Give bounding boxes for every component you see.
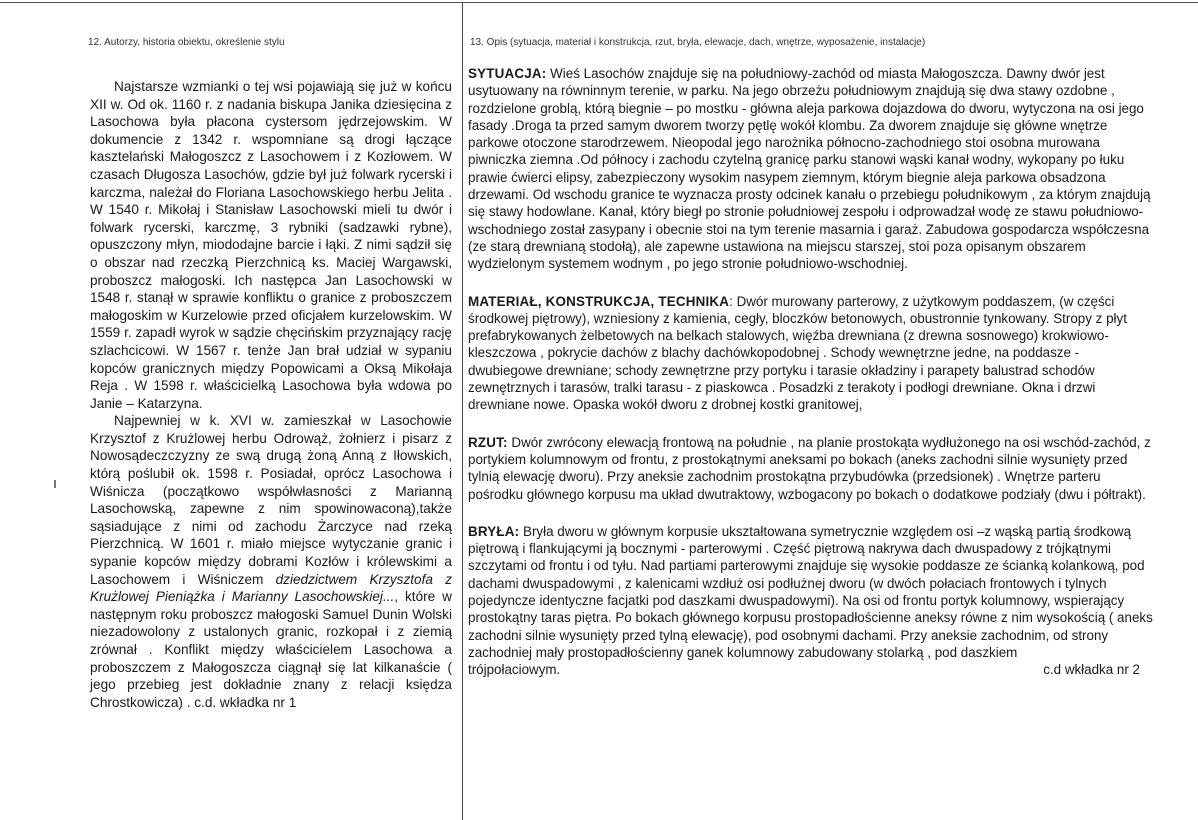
history-paragraph-2	[90, 412, 452, 711]
massing-footer	[468, 661, 1154, 678]
section-situation	[468, 65, 1154, 273]
history-italic-quote: dziedzictwem Krzysztofa z Krużlowej Pieniążka i Marianny Lasochowskiej...	[90, 571, 452, 605]
section-massing	[468, 523, 1154, 661]
description-continuation-ref: c.d wkładka nr 2	[1043, 662, 1140, 678]
material-heading: MATERIAŁ, KONSTRUKCJA, TECHNIKA	[468, 293, 730, 309]
right-column-header: 13. Opis (sytuacja, materiał i konstrukcja, rzut, bryła, elewacje, dach, wnętrze, wyposażenie, instalacje)	[470, 37, 926, 48]
history-column	[90, 78, 452, 711]
column-divider	[462, 2, 463, 820]
history-paragraph-1: Najstarsze wzmianki o tej wsi pojawiają się już w końcu XII w. Od ok. 1160 r. z nadania biskupa Janika dziesięcina z Lasochowa była płacona cystersom jędrzejowskim. W dokumencie z 1342 r. wspomniane są drogi łączące kasztelański Małogoszcz z Lasochowem i z Kozłowem. W czasach Długosza Lasochów, gdzie był już folwark rycerski i karczma, należał do Floriana Lasochowskiego herbu Jelita . W 1540 r. Mikołaj i Stanisław Lasochowski mieli tu dwór i folwark rycerski, karczmę, 3 rybniki (sadzawki rybne), opuszczony młyn, miododajne barcie i łąki. Z nimi sądził się o obszar nad rzeczką Pierzchnicą ks. Maciej Wargawski, proboszcz małogoski. Ich następca Jan Lasochowski w 1548 r. stanął w sprawie konfliktu o granice z proboszczem małogoskim w Kurzelowie przed oficjałem kurzelowskim. W 1559 r. zapadł wyrok w sądzie chęcińskim przyznający rację szlachcicowi. W 1567 r. tenże Jan brał udział w sypaniu kopców granicznych między Popowicami a Oksą Mikołaja Reja . W 1598 r. właścicielką Lasochowa była wdowa po Janie – Katarzyna.	[90, 79, 452, 411]
massing-text: Bryła dworu w głównym korpusie ukształtowana symetrycznie względem osi –z wąską partią środkową piętrową i flankującymi ją bocznymi - parterowymi . Część piętrową nakrywa dach dwuspadowy z trójkątnymi szczytami od frontu i od tyłu. Nad partiami parterowymi znajduje się wysokie poddasze ze ścianką kolankową, pod dachami dwuspadowymi , z kalenicami wzdłuż osi podłużnej dworu (w dwóch połaciach frontowych i tylnych pojedyncze identyczne facjatki pod daszkami dwuspadowymi). Na osi od frontu portyk kolumnowy, wspierający prostokątny taras piętra. Po bokach głównego korpusu prostopadłościenne aneksy równe z nim wysokością ( aneks zachodni silnie wysunięty przed tylną elewację), pod osobnymi dachami. Przy aneksie zachodnim, od strony zachodniej mały prostopadłościenny ganek kolumnowy zabudowany stolarką , pod daszkiem	[468, 523, 1153, 660]
section-plan	[468, 434, 1154, 503]
section-material	[468, 293, 1154, 414]
massing-last-line: trójpołaciowym.	[468, 662, 561, 678]
plan-heading: RZUT:	[468, 434, 508, 450]
situation-heading: SYTUACJA:	[468, 66, 547, 81]
history-paragraph-2-b: , które w następnym roku proboszcz małogoski Samuel Dunin Wolski niezadowolony z ustalonych granic, rozkopał i z ziemią zrównał . Konflikt między właścicielem Lasochowa a proboszczem z Małogoszcza ciągnął się lat kilkanaście ( jego przebieg jest dokładnie znany z relacji księdza Chrostkowicza) .	[90, 589, 452, 710]
plan-text: Dwór zwrócony elewacją frontową na południe , na planie prostokąta wydłużonego na osi wschód-zachód, z portykiem kolumnowym od frontu, z prostokątnymi aneksami po bokach (aneks zachodni silnie wysunięty przed tylnią elewację dworu). Przy aneksie zachodnim prostokątna przybudówka (przedsionek) . Wnętrze parteru pośrodku głównego korpusu ma układ dwutraktowy, wzbogacony po bokach o dodatkowe podziały (dwu i półtrakt).	[468, 434, 1151, 502]
left-column-header: 12. Autorzy, historia obiektu, określenie stylu	[88, 37, 285, 48]
description-column	[468, 65, 1154, 679]
top-border	[0, 2, 1198, 3]
scan-mark	[54, 480, 56, 488]
history-continuation-ref: c.d. wkładka nr 1	[194, 694, 297, 710]
history-paragraph-2-a: Najpewniej w k. XVI w. zamieszkał w Lasochowie Krzysztof z Krużlowej herbu Odrowąż, żołnierz i pisarz z Nowosądeczczyzny ze swą drugą żoną Anną z Iłowskich, którą poślubił ok. 1598 r. Posiadał, oprócz Lasochowa i Wiśnicza (początkowo współwłasności z Marianną Lasochowską, zapewne z nim spowinowaconą),także sąsiadujące z nimi od zachodu Żarczyce nad rzeką Pierzchnicą. W 1601 r. miało miejsce wytyczanie granic i sypanie kopców między dobrami Kozłów i królewskimi a Lasochowem i Wiśniczem	[90, 413, 452, 587]
situation-text: Wieś Lasochów znajduje się na południowy-zachód od miasta Małogoszcza. Dawny dwór jest usytuowany na równinnym terenie, w parku. Na jego obrzeżu południowym znajdują się dwa stawy ozdobne , rozdzielone groblą, którą biegnie – po mostku - główna aleja parkowa dojazdowa do dworu, wytyczona na osi jego fasady .Droga ta przed samym dworem tworzy pętlę wokół klombu. Za dworem znajduje się główne wnętrze parkowe otoczone starodrzewem. Nieopodal jego narożnika północno-zachodniego stoi osobna murowana piwniczka ziemna .Od północy i zachodu czytelną granicę parku stanowi wąski kanał wodny, wykopany po łuku prawie ćwierci elipsy, zabezpieczony wysokim nasypem ziemnym, którym biegnie aleja parkowa obsadzona drzewami. Od wschodu granice te wyznacza prosty odcinek kanału o przebiegu południkowym , za którym znajdują się stawy hodowlane. Kanał, który biegł po stronie południowej zespołu i odprowadzał wodę ze stawu południowo-wschodniego został zasypany i obecnie stoi na tym terenie masarnia i garaż. Zabudowa gospodarcza współczesna (ze starą drewnianą stodołą), ale zapewne ustawiona na miejscu starszej, stoi poza opisanym obszarem wydzielonym systemem wodnym , po jego stronie południowo-wschodniej.	[468, 66, 1151, 272]
massing-heading: BRYŁA:	[468, 523, 520, 539]
material-text: : Dwór murowany parterowy, z użytkowym poddaszem, (w części środkowej piętrowy), wzniesiony z kamienia, cegły, bloczków betonowych, obustronnie tynkowany. Stropy z płyt prefabrykowanych żelbetowych na belkach stalowych, więźba drewniana (z drewna sosnowego) krokwiowo-kleszczowa , pokrycie dachów z blachy dachówkopodobnej . Schody wewnętrzne jedne, na poddasze - dwubiegowe drewniane; schody zewnętrzne przy portyku i tarasie okładziny i parapety balustrad schodów zewnętrznych i tarasów, tralki tarasu - z piaskowca . Posadzki z terakoty i podłogi drewniane. Okna i drzwi drewniane nowe. Opaska wokół dworu z drobnej kostki granitowej,	[468, 293, 1127, 413]
